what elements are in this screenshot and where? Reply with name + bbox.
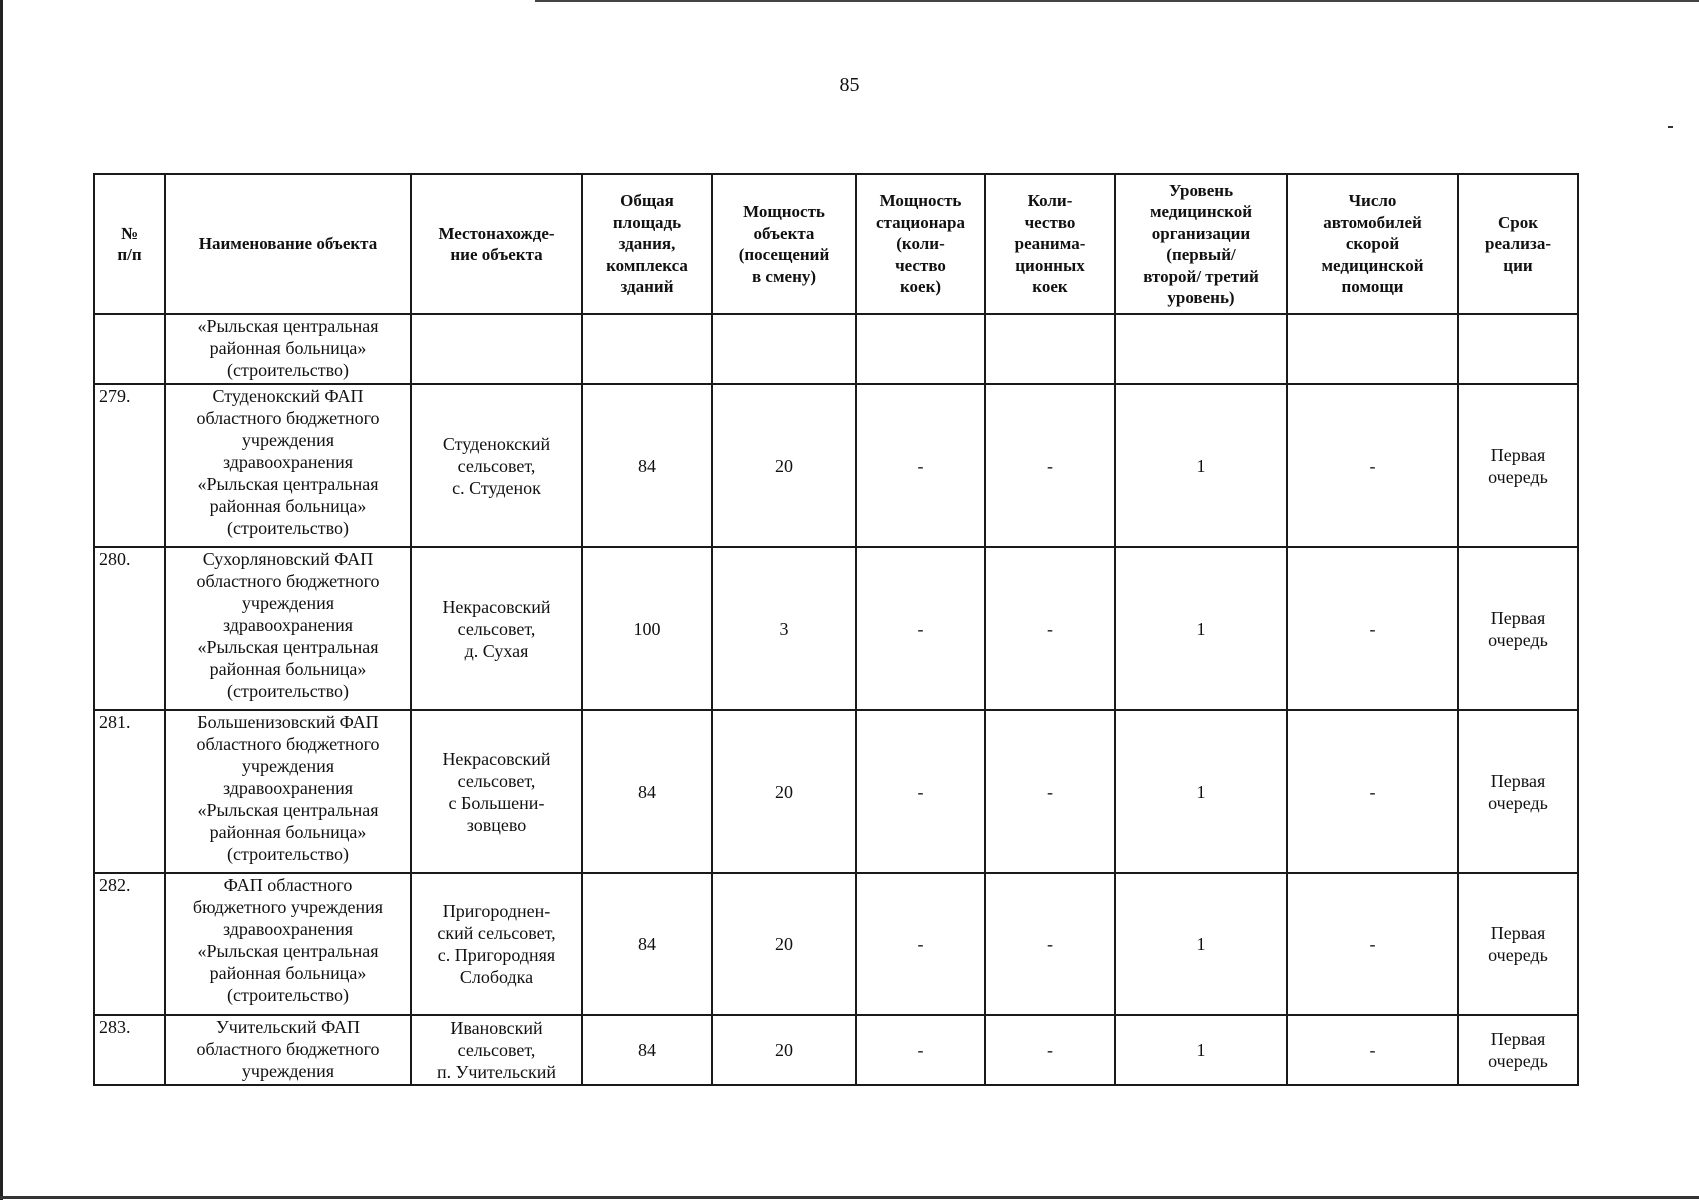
cell-term: Первая очередь xyxy=(1458,1015,1578,1085)
cell-icu-beds: - xyxy=(985,1015,1115,1085)
cell-location: Пригороднен- ский сельсовет, с. Пригородняя Слободка xyxy=(411,873,582,1015)
cell-beds: - xyxy=(856,384,985,547)
cell-number: 282. xyxy=(94,873,165,1015)
cell-number: 280. xyxy=(94,547,165,710)
cell-location: Ивановский сельсовет, п. Учительский xyxy=(411,1015,582,1085)
cell-name: Большенизовский ФАП областного бюджетного учреждения здравоохранения «Рыльская центральная районная больница» (строительство) xyxy=(165,710,411,873)
cell-capacity xyxy=(712,314,856,384)
cell-number: 283. xyxy=(94,1015,165,1085)
scan-left-border xyxy=(0,0,3,1200)
facilities-table xyxy=(93,173,1579,1086)
scan-mark xyxy=(1668,126,1673,128)
cell-capacity: 3 xyxy=(712,547,856,710)
cell-term: Первая очередь xyxy=(1458,384,1578,547)
cell-capacity: 20 xyxy=(712,710,856,873)
cell-location: Студенокский сельсовет, с. Студенок xyxy=(411,384,582,547)
cell-area: 84 xyxy=(582,873,712,1015)
header-name: Наименование объекта xyxy=(165,174,411,314)
cell-area xyxy=(582,314,712,384)
cell-area: 84 xyxy=(582,1015,712,1085)
cell-icu-beds: - xyxy=(985,547,1115,710)
page-number: 85 xyxy=(839,74,860,96)
table-row xyxy=(94,384,1578,547)
cell-name: Студенокский ФАП областного бюджетного учреждения здравоохранения «Рыльская центральная районная больница» (строительство) xyxy=(165,384,411,547)
table-header-row xyxy=(94,174,1578,314)
header-ambulances: Число автомобилей скорой медицинской помощи xyxy=(1287,174,1458,314)
table-row xyxy=(94,1015,1578,1085)
header-number: № п/п xyxy=(94,174,165,314)
cell-beds: - xyxy=(856,1015,985,1085)
cell-name: «Рыльская центральная районная больница» (строительство) xyxy=(165,314,411,384)
table-row xyxy=(94,547,1578,710)
cell-term xyxy=(1458,314,1578,384)
cell-ambulances: - xyxy=(1287,384,1458,547)
cell-beds xyxy=(856,314,985,384)
cell-ambulances: - xyxy=(1287,873,1458,1015)
cell-beds: - xyxy=(856,873,985,1015)
header-level: Уровень медицинской организации (первый/ второй/ третий уровень) xyxy=(1115,174,1287,314)
cell-level: 1 xyxy=(1115,384,1287,547)
cell-term: Первая очередь xyxy=(1458,547,1578,710)
cell-capacity: 20 xyxy=(712,1015,856,1085)
header-icu-beds: Коли- чество реанима- ционных коек xyxy=(985,174,1115,314)
cell-name: Сухорляновский ФАП областного бюджетного учреждения здравоохранения «Рыльская центральная районная больница» (строительство) xyxy=(165,547,411,710)
cell-location xyxy=(411,314,582,384)
cell-icu-beds: - xyxy=(985,710,1115,873)
cell-ambulances: - xyxy=(1287,547,1458,710)
cell-name: ФАП областного бюджетного учреждения здравоохранения «Рыльская центральная районная больница» (строительство) xyxy=(165,873,411,1015)
cell-area: 100 xyxy=(582,547,712,710)
scan-top-border xyxy=(535,0,1699,2)
cell-number xyxy=(94,314,165,384)
header-location: Местонахожде- ние объекта xyxy=(411,174,582,314)
header-term: Срок реализа- ции xyxy=(1458,174,1578,314)
cell-term: Первая очередь xyxy=(1458,873,1578,1015)
cell-area: 84 xyxy=(582,710,712,873)
cell-level: 1 xyxy=(1115,1015,1287,1085)
cell-name: Учительский ФАП областного бюджетного учреждения xyxy=(165,1015,411,1085)
cell-beds: - xyxy=(856,710,985,873)
cell-number: 279. xyxy=(94,384,165,547)
header-capacity: Мощность объекта (посещений в смену) xyxy=(712,174,856,314)
cell-area: 84 xyxy=(582,384,712,547)
header-beds: Мощность стационара (коли- чество коек) xyxy=(856,174,985,314)
cell-location: Некрасовский сельсовет, д. Сухая xyxy=(411,547,582,710)
cell-level: 1 xyxy=(1115,547,1287,710)
scan-bottom-border xyxy=(0,1196,1699,1199)
cell-ambulances xyxy=(1287,314,1458,384)
cell-capacity: 20 xyxy=(712,384,856,547)
cell-icu-beds: - xyxy=(985,384,1115,547)
cell-ambulances: - xyxy=(1287,710,1458,873)
cell-level: 1 xyxy=(1115,710,1287,873)
cell-level xyxy=(1115,314,1287,384)
cell-icu-beds: - xyxy=(985,873,1115,1015)
cell-ambulances: - xyxy=(1287,1015,1458,1085)
cell-icu-beds xyxy=(985,314,1115,384)
header-area: Общая площадь здания, комплекса зданий xyxy=(582,174,712,314)
cell-term: Первая очередь xyxy=(1458,710,1578,873)
cell-location: Некрасовский сельсовет, с Большени- зовцево xyxy=(411,710,582,873)
table-row xyxy=(94,314,1578,384)
cell-beds: - xyxy=(856,547,985,710)
cell-capacity: 20 xyxy=(712,873,856,1015)
table-row xyxy=(94,710,1578,873)
cell-number: 281. xyxy=(94,710,165,873)
table-row xyxy=(94,873,1578,1015)
cell-level: 1 xyxy=(1115,873,1287,1015)
